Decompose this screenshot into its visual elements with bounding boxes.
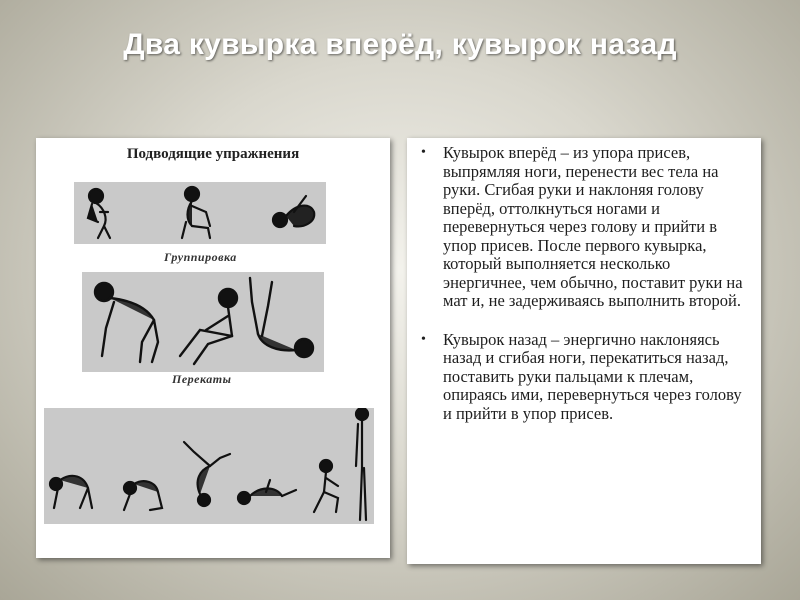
bullet-icon: •: [421, 145, 426, 160]
list-item-backward-roll: [415, 331, 745, 424]
roll-sequence-illustration: [44, 408, 374, 524]
figure-heading: Подводящие упражнения: [126, 146, 300, 162]
slide-title: Два кувырка вперёд, кувырок назад: [123, 28, 677, 61]
rolls-illustration: [82, 272, 324, 372]
forward-roll-text: Кувырок вперёд – из упора присев, выпрямляя ноги, перенести вес тела на руки. Сгибая руки и наклоняя голову вперёд, оттолкнуться ногами и перевернуться через голову и прийти в упор присев. После первого кувырка, который выполняется несколько энергичнее, чем обычно, поставит руки на мат и, не задерживаясь выполнить второй.: [443, 143, 743, 310]
description-panel: [407, 138, 761, 564]
grouping-illustration: [74, 182, 326, 244]
description-list: [415, 144, 745, 443]
bullet-icon: •: [421, 331, 426, 347]
list-item-forward-roll: [415, 144, 745, 311]
backward-roll-text: Кувырок назад – энергично наклоняясь назад и сгибая ноги, перекатиться назад, поставить руки пальцами к плечам, опираясь ими, перевернуться через голову и прийти в упор присев.: [443, 329, 742, 423]
exercise-figure-panel: [36, 138, 390, 558]
rolls-caption: Перекаты: [172, 372, 232, 386]
grouping-caption: Группировка: [164, 250, 237, 264]
